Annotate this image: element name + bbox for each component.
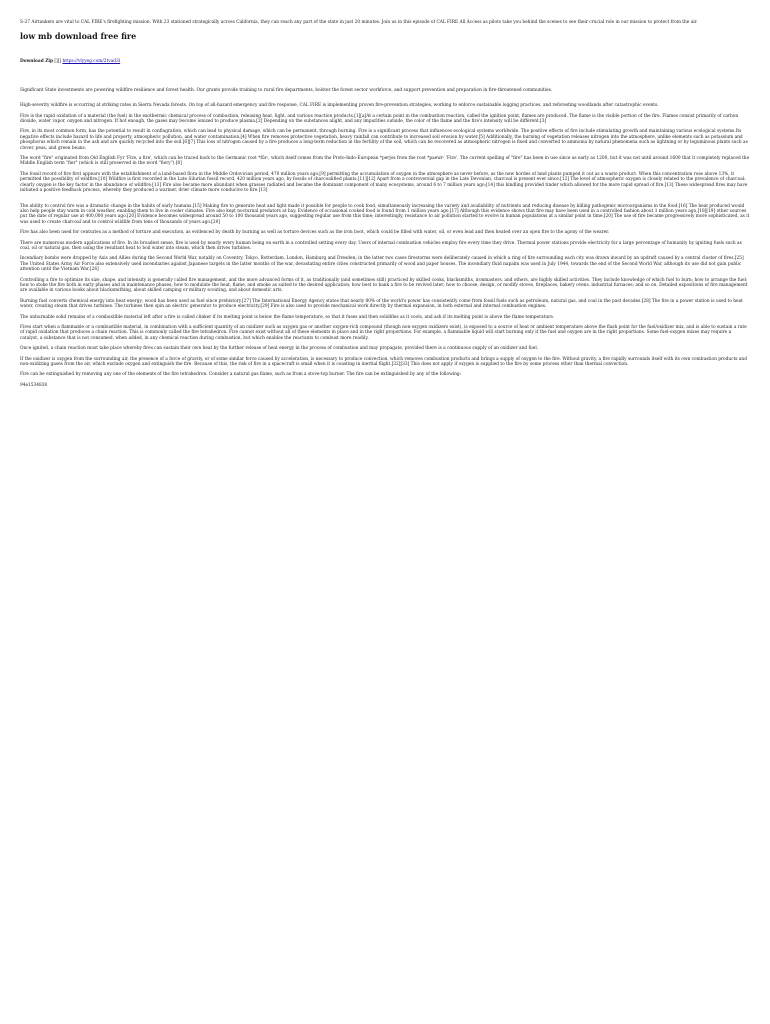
paragraph-2: Fire is the rapid oxidation of a material (the fuel) in the exothermic chemical process of combustion, releasing heat, light, and various reaction products.[1][a]At a certain point in the combustion reaction, called the ignition point, flames are produced. The flame is the visible portion of the fire. Flames consist primarily of carbon dioxide, water vapor, oxygen and nitrogen. If hot enough, the gases may become ionized to produce plasma.[2] Depending on the substances alight, and any impurities outside, the color of the flame and the fire's intensity will be different.[3] <box>20 113 739 125</box>
paragraph-14: Once ignited, a chain reaction must take place whereby fires can sustain their own heat by the further release of heat energy in the process of combustion and may propagate, provided there is a continuous supply of an oxidizer and fuel. <box>20 346 539 352</box>
intro-paragraph: S-27 Airtankers are vital to CAL FIRE's firefighting mission. With 23 stationed strategically across California, they can reach any part of the state in just 20 minutes. Join us in this episode of CAL FIRE All Access as pilots take you behind the scenes to see their crucial role in our mission to protect from the air. <box>20 20 698 25</box>
download-line <box>20 59 750 64</box>
download-label: Download Zip <box>20 59 53 65</box>
paragraph-16: Fire can be extinguished by removing any one of the elements of the fire tetrahedron. Consider a natural gas flame, such as from a stove-top burner. The fire can be extinguished by any of the following: <box>20 372 462 378</box>
page-title: low mb download free fire <box>20 31 137 42</box>
paragraph-8: There are numerous modern applications of fire. In its broadest sense, fire is used by nearly every human being on earth in a controlled setting every day. Users of internal combustion vehicles employ fire every time they drive. Thermal power stations provide electricity for a large percentage of humanity by igniting fuels such as coal, oil or natural gas, then using the resultant heat to boil water into steam, which then drives turbines. <box>20 240 742 251</box>
paragraph-13: Fires start when a flammable or a combustible material, in combination with a sufficient quantity of an oxidizer such as oxygen gas or another oxygen-rich compound (though non-oxygen oxidizers exist), is exposed to a source of heat or ambient temperature above the flash point for the fuel/oxidizer mix, and is able to sustain a rate of rapid oxidation that produces a chain reaction. This is commonly called the fire tetrahedron. Fire cannot exist without all of these elements in place and in the right proportions. For example, a flammable liquid will start burning only if the fuel and oxygen are in the right proportions. Some fuel-oxygen mixes may require a catalyst, a substance that is not consumed, when added, in any chemical reaction during combustion, but which enables the reactants to combust more readily. <box>20 325 747 341</box>
paragraph-5: The fossil record of fire first appears with the establishment of a land-based flora in the Middle Ordovician period, 470 million years ago,[9] permitting the accumulation of oxygen in the atmosphere as never before, as the new hordes of land plants pumped it out as a waste product. When this concentration rose above 13%, it permitted the possibility of wildfire.[10] Wildfire is first recorded in the Late Silurian fossil record, 420 million years ago, by fossils of charcoalified plants.[11][12] Apart from a controversial gap in the Late Devonian, charcoal is present ever since.[12] The level of atmospheric oxygen is closely related to the prevalence of charcoal: clearly oxygen is the key factor in the abundance of wildfire.[13] Fire also became more abundant when grasses radiated and became the dominant component of many ecosystems, around 6 to 7 million years ago;[14] this kindling provided tinder which allowed for the more rapid spread of fire.[13] These widespread fires may have initiated a positive feedback process, whereby they produced a warmer, drier climate more conducive to fire.[13] <box>20 171 748 194</box>
paragraph-1: High-severity wildfire is occurring at striking rates in Sierra Nevada forests. On top of all-hazard emergency and fire response, CAL FIRE is implementing proven fire-prevention strategies, working to enforce sustainable logging practices, and reforesting woodlands after catastrophic events. <box>20 103 659 109</box>
paragraph-10: Controlling a fire to optimize its size, shape, and intensity is generally called fire management, and the more advanced forms of it, as traditionally (and sometimes still) practiced by skilled cooks, blacksmiths, ironmasters, and others, are highly skilled activities. They include knowledge of which fuel to burn; how to arrange the fuel; how to stoke the fire both in early phases and in maintenance phases; how to modulate the heat, flame, and smoke as suited to the desired application; how best to bank a fire to be revived later; how to choose, design, or modify stoves, fireplaces, bakery ovens, industrial furnaces; and so on. Detailed expositions of fire management are available in various books about blacksmithing, about skilled camping or military scouting, and about domestic arts. <box>20 277 748 294</box>
download-link[interactable]: https://vlyyeg.com/2tvad3l <box>62 59 121 65</box>
paragraph-7: Fire has also been used for centuries as a method of torture and execution, as evidenced by death by burning as well as torture devices such as the iron boot, which could be filled with water, oil, or even lead and then heated over an open fire to the agony of the wearer. <box>20 230 610 236</box>
paragraph-15: If the oxidizer is oxygen from the surrounding air, the presence of a force of gravity, or of some similar force caused by acceleration, is necessary to produce convection, which removes combustion products and brings a supply of oxygen to the fire. Without gravity, a fire rapidly surrounds itself with its own combustion products and non-oxidizing gases from the air, which exclude oxygen and extinguish the fire. Because of this, the risk of fire in a spacecraft is small when it is coasting in inertial flight.[32][33] This does not apply if oxygen is supplied to the fire by some process other than thermal convection. <box>20 356 747 368</box>
paragraph-11: Burning fuel converts chemical energy into heat energy; wood has been used as fuel since prehistory.[27] The International Energy Agency states that nearly 80% of the world's power has consistently come from fossil fuels such as petroleum, natural gas, and coal in the past decades.[28] The fire in a power station is used to heat water, creating steam that drives turbines. The turbines then spin an electric generator to produce electricity.[29] Fire is also used to provide mechanical work directly by thermal expansion, in both external and internal combustion engines. <box>20 298 743 310</box>
paragraph-0: Significant State investments are powering wildfire resilience and forest health. Our grants provide training to rural fire departments, bolster the forest sector workforce, and support prevention and preparation in fire-threatened communities. <box>20 87 553 93</box>
paragraph-3: Fire, in its most common form, has the potential to result in conflagration, which can lead to physical damage, which can be permanent, through burning. Fire is a significant process that influences ecological systems worldwide. The positive effects of fire include stimulating growth and maintaining various ecological systems.Its negative effects include hazard to life and property, atmospheric pollution, and water contamination.[4] When fire removes protective vegetation, heavy rainfall can contribute to increased soil erosion by water.[5] Additionally, the burning of vegetation releases nitrogen into the atmosphere, unlike elements such as potassium and phosphorus which remain in the ash and are quickly recycled into the soil.[6][7] This loss of nitrogen caused by a fire produces a long-term reduction in the fertility of the soil, which can be recovered as atmospheric nitrogen is fixed and converted to ammonia by natural phenomena such as lightning or by leguminous plants such as clover, peas, and green beans. <box>20 129 748 151</box>
document-page <box>0 0 770 388</box>
paragraph-9: Incendiary bombs were dropped by Axis and Allies during the Second World War, notably on Coventry, Tokyo, Rotterdam, London, Hamburg and Dresden; in the latter two cases firestorms were deliberately caused in which a ring of fire surrounding each city was drawn inward by an updraft caused by a central cluster of fires.[25] The United States Army Air Force also extensively used incendiaries against Japanese targets in the latter months of the war, devastating entire cities constructed primarily of wood and paper houses. The incendiary fluid napalm was used in July 1944, towards the end of the Second World War, although its use did not gain public attention until the Vietnam War.[26] <box>20 256 744 273</box>
download-separator: [][] <box>54 59 62 65</box>
footer-code: 94e1534838 <box>20 382 48 388</box>
paragraph-12: The unburnable solid remains of a combustible material left after a fire is called clinker if its melting point is below the flame temperature, so that it fuses and then solidifies as it cools, and ash if its melting point is above the flame temperature. <box>20 314 555 320</box>
paragraph-6: The ability to control fire was a dramatic change in the habits of early humans.[15] Making fire to generate heat and light made it possible for people to cook food, simultaneously increasing the variety and availability of nutrients and reducing disease by killing pathogenic microorganisms in the food.[16] The heat produced would also help people stay warm in cold weather, enabling them to live in cooler climates. Fire also kept nocturnal predators at bay. Evidence of occasional cooked food is found from 1 million years ago.[17] Although this evidence shows that fire may have been used in a controlled fashion about 1 million years ago,[18][19] other sources put the date of regular use at 400,000 years ago.[20] Evidence becomes widespread around 50 to 100 thousand years ago, suggesting regular use from this time; interestingly, resistance to air pollution started to evolve in human populations at a similar point in time.[20] The use of fire became progressively more sophisticated, as it was used to create charcoal and to control wildlife from tens of thousands of years ago.[20] <box>20 203 750 225</box>
paragraph-4: The word "fire" originated from Old English Fyr 'Fire, a fire', which can be traced back to the Germanic root *fūr-, which itself comes from the Proto-Indo-European *perjos from the root *paewr- 'Fire'. The current spelling of "fire" has been in use since as early as 1200, but it was not until around 1600 that it completely replaced the Middle English term "fier" (which is still preserved in the word "fiery").[8] <box>20 156 750 167</box>
